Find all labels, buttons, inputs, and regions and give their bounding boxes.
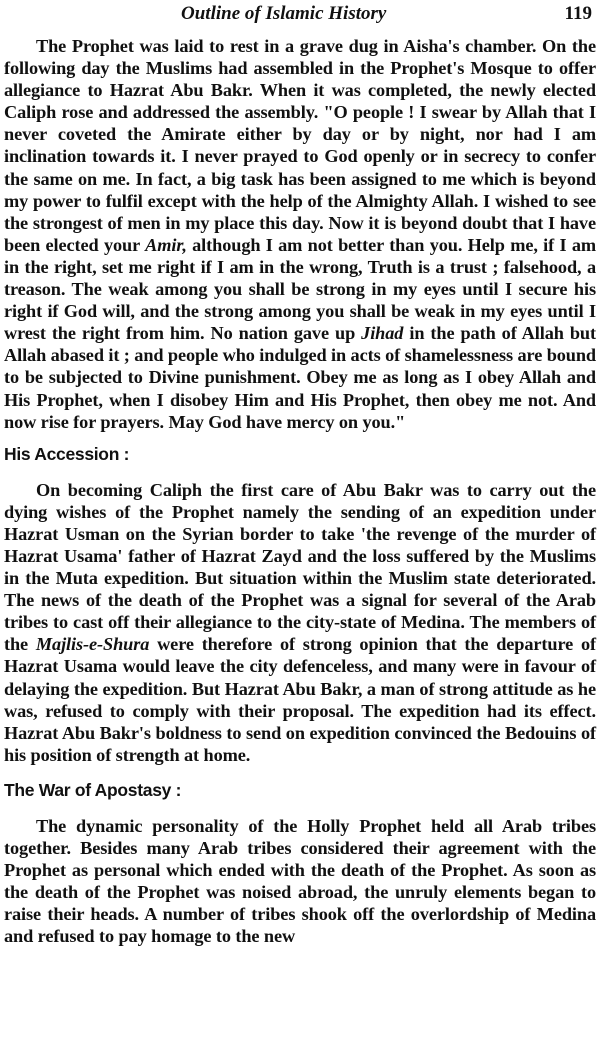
page-body xyxy=(4,35,596,947)
paragraph-apostasy xyxy=(4,815,596,948)
heading-his-accession: His Accession : xyxy=(4,443,130,464)
running-header xyxy=(0,0,600,28)
italic-term-jihad: Jihad xyxy=(361,323,404,344)
text-run: The dynamic personality of the Holly Prophet held all Arab tribes together. Besides many Arab tribes considered their agreement with the Prophet as personal which ended with the death of the Prophet. As soon as the death of the Prophet was noised abroad, the unruly elements began to raise their heads. A number of tribes shook off the overlordship of Medina and refused to pay homage to the new xyxy=(4,815,596,947)
text-run: were therefore of strong opinion that the departure of Hazrat Usama would leave the city defenceless, and many were in favour of delaying the expedition. But Hazrat Abu Bakr, a man of strong attitude as he was, refused to comply with their proposal. The expedition had its effect. Hazrat Abu Bakr's boldness to send on expedition convinced the Bedouins of his position of strength at home. xyxy=(4,634,597,765)
text-run: On becoming Caliph the first care of Abu Bakr was to carry out the dying wishes of the Prophet namely the sending of an expedition under Hazrat Usman on the Syrian border to take 'the revenge of the murder of Hazrat Usama' father of Hazrat Zayd and the loss suffered by the Muslims in the Muta expedition. But situation within the Muslim state deteriorated. The news of the death of the Prophet was a signal for several of the Arab tribes to cast off their allegiance to the city-state of Medina. The members of the xyxy=(4,479,596,655)
italic-term-amir: Amir, xyxy=(145,234,187,255)
text-run: in the path of Allah but Allah abased it ; and people who indulged in acts of shamelessness are bound to be subjected to Divine punishment. Obey me as long as I obey Allah and His Prophet, when I disobey Him and His Prophet, then obey me not. And now rise for prayers. May God have mercy on you." xyxy=(4,323,596,432)
paragraph-caliph-address xyxy=(4,35,596,433)
italic-term-majlis: Majlis-e-Shura xyxy=(35,634,150,655)
running-title: Outline of Islamic History xyxy=(181,3,387,24)
page-number: 119 xyxy=(564,3,592,24)
text-run: The Prophet was laid to rest in a grave dug in Aisha's chamber. On the following day the Muslims had assembled in the Prophet's Mosque to offer allegiance to Hazrat Abu Bakr. When it was completed, the newly elected Caliph rose and addressed the assembly. "O people ! I swear by Allah that I never coveted the Amirate either by day or by night, nor had I am inclination towards it. I never prayed to God openly or in secrecy to confer the same on me. In fact, a big task has been assigned to me which is beyond my power to fulfil except with the help of the Almighty Allah. I wished to see the strongest of men in my place this day. Now it is beyond doubt that I have been elected your xyxy=(4,36,596,255)
paragraph-accession xyxy=(4,479,596,766)
heading-war-of-apostasy: The War of Apostasy : xyxy=(4,779,182,800)
text-run: although I am not better than you. Help me, if I am in the right, set me right if I am in the wrong, Truth is a trust ; falsehood, a treason. The weak among you shall be strong in my eyes until I secure his right if God will, and the strong among you shall be weak in my eyes until I wrest the right from him. No nation gave up xyxy=(4,234,596,344)
